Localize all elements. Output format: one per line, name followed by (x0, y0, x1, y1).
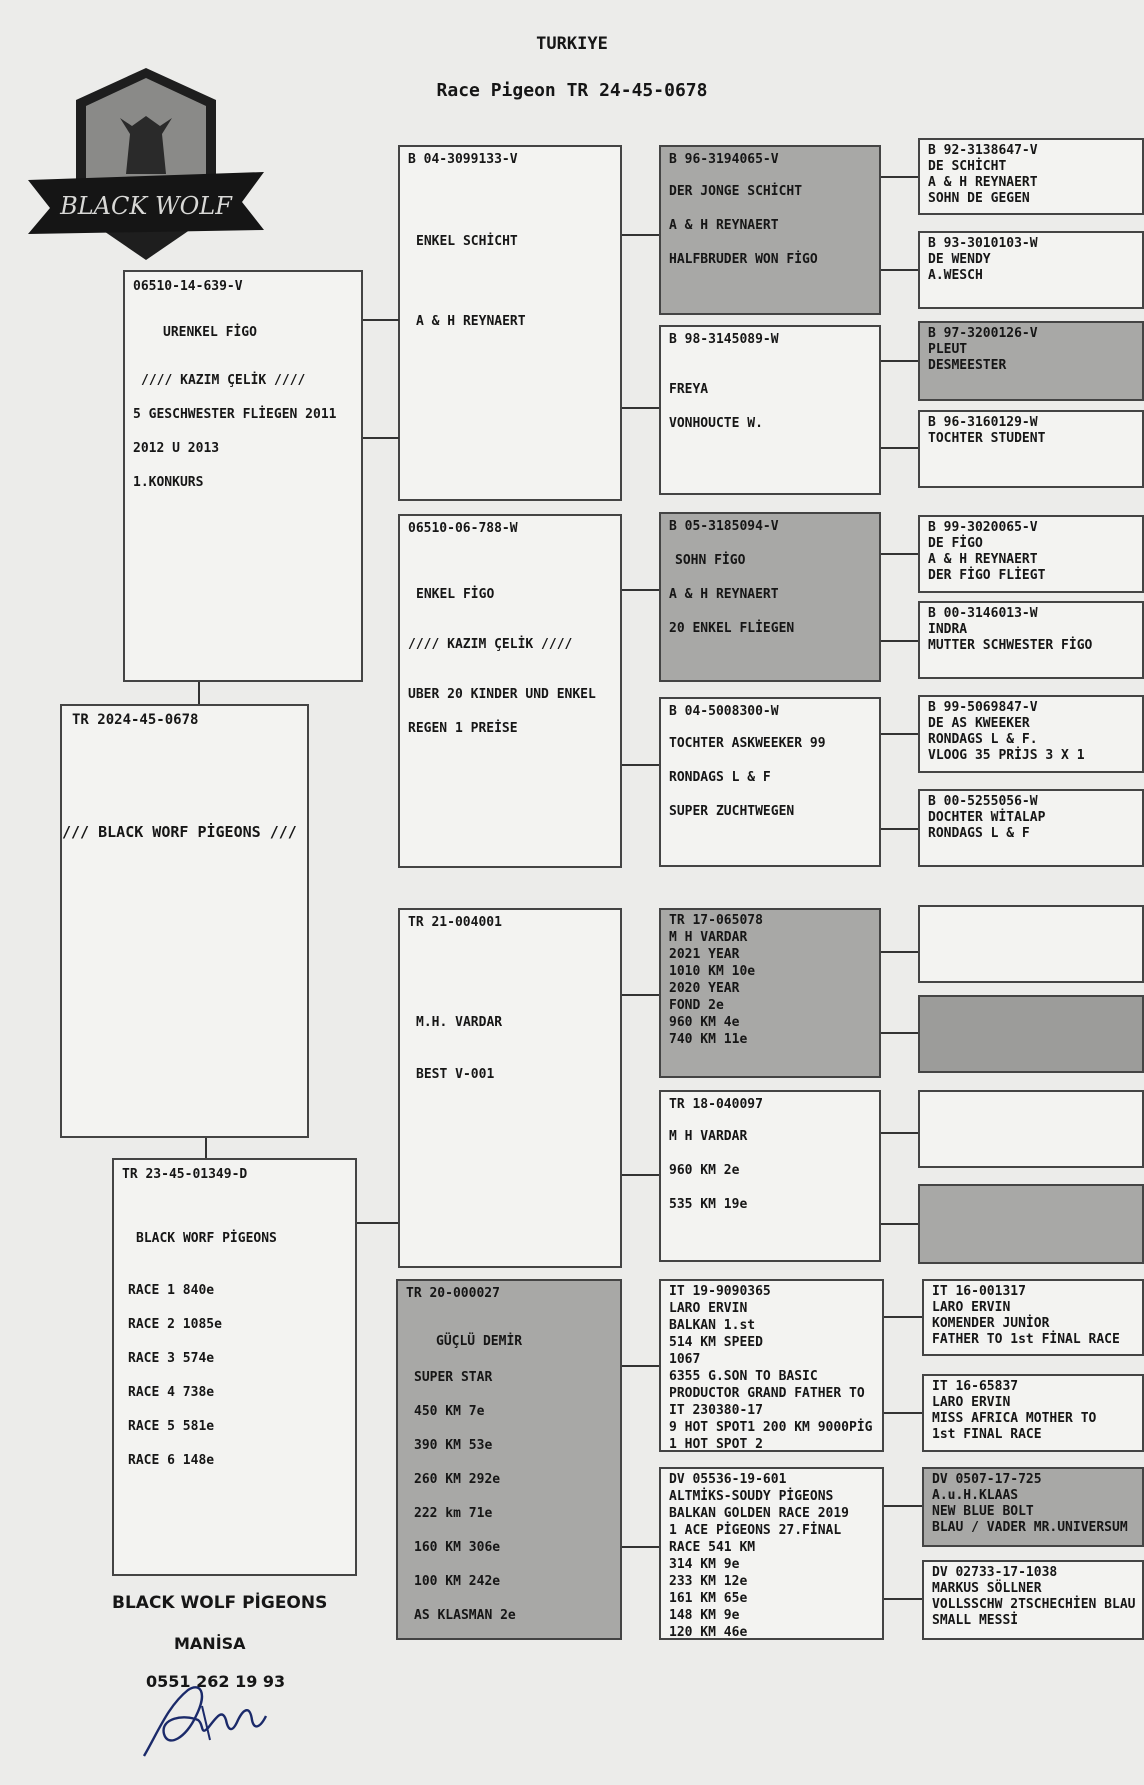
ring-number: 06510-06-788-W (408, 521, 518, 536)
connector-line (881, 1032, 918, 1034)
gen3-box-5 (659, 908, 881, 1078)
gen4-box-8 (918, 789, 1144, 867)
connector-line (881, 269, 918, 271)
gen3-box-6 (659, 1090, 881, 1262)
connector-line (881, 828, 918, 830)
pedigree-line: RACE 1 840e (128, 1283, 215, 1298)
pedigree-line: A.WESCH (928, 268, 983, 283)
pedigree-line: 450 KM 7e (414, 1404, 485, 1419)
ring-number: TR 2024-45-0678 (72, 712, 199, 728)
connector-line (881, 640, 918, 642)
pedigree-line: LARO ERVIN (669, 1301, 748, 1316)
pedigree-line: 2021 YEAR (669, 947, 740, 962)
connector-line (363, 319, 399, 321)
gen2-box-4 (396, 1279, 622, 1640)
pedigree-line: 6355 G.SON TO BASIC (669, 1369, 818, 1384)
gen3-box-4 (659, 697, 881, 867)
pedigree-line: BLAU / VADER MR.UNIVERSUM (932, 1520, 1128, 1535)
gen4-box-6 (918, 601, 1144, 679)
pedigree-line: SUPER ZUCHTWEGEN (669, 804, 795, 819)
connector-line (622, 589, 659, 591)
pedigree-line: A & H REYNAERT (669, 587, 779, 602)
sire-box (123, 270, 363, 682)
pedigree-line: RACE 3 574e (128, 1351, 215, 1366)
pedigree-line: IT 230380-17 (669, 1403, 763, 1418)
connector-line (884, 1316, 922, 1318)
pedigree-line: 148 KM 9e (669, 1608, 740, 1623)
subject-box (60, 704, 309, 1138)
connector-line (881, 733, 918, 735)
pedigree-line: /// BLACK WORF PİGEONS /// (62, 823, 297, 841)
pedigree-line: RACE 6 148e (128, 1453, 215, 1468)
pedigree-line: //// KAZIM ÇELİK //// (141, 373, 306, 388)
gen3-box-3 (659, 512, 881, 682)
pedigree-line: BLACK WORF PİGEONS (136, 1231, 277, 1246)
pedigree-line: A & H REYNAERT (416, 314, 526, 329)
pedigree-line: 960 KM 2e (669, 1163, 740, 1178)
pedigree-line: RACE 541 KM (669, 1540, 756, 1555)
ring-number: IT 16-001317 (932, 1284, 1026, 1299)
pedigree-line: LARO ERVIN (932, 1395, 1011, 1410)
pedigree-line: 1 ACE PİGEONS 27.FİNAL (669, 1523, 842, 1538)
pedigree-line: 960 KM 4e (669, 1015, 740, 1030)
pedigree-line: DOCHTER WİTALAP (928, 810, 1046, 825)
pedigree-line: URENKEL FİGO (163, 325, 257, 340)
pedigree-line: DE WENDY (928, 252, 991, 267)
connector-line (884, 1598, 922, 1600)
connector-line (881, 553, 918, 555)
pedigree-line: RACE 4 738e (128, 1385, 215, 1400)
gen4-box-4 (918, 410, 1144, 488)
ring-number: DV 0507-17-725 (932, 1472, 1042, 1487)
pedigree-line: 2020 YEAR (669, 981, 740, 996)
gen4-box-16 (922, 1560, 1144, 1640)
ring-number: TR 17-065078 (669, 913, 763, 928)
pedigree-line: 514 KM SPEED (669, 1335, 763, 1350)
pedigree-line: VLOOG 35 PRİJS 3 X 1 (928, 748, 1085, 763)
gen4-box-9 (918, 905, 1144, 983)
pedigree-line: PRODUCTOR GRAND FATHER TO (669, 1386, 865, 1401)
pedigree-line: REGEN 1 PREİSE (408, 721, 518, 736)
connector-line (363, 437, 399, 439)
connector-line (884, 1412, 922, 1414)
connector-line (622, 1174, 659, 1176)
phone-number: 0551 262 19 93 (146, 1672, 286, 1691)
ring-number: B 96-3194065-V (669, 152, 779, 167)
pedigree-line: 390 KM 53e (414, 1438, 493, 1453)
connector-line (622, 764, 659, 766)
ring-number: TR 21-004001 (408, 915, 502, 930)
pedigree-line: SUPER STAR (414, 1370, 493, 1385)
pedigree-line: 9 HOT SPOT1 200 KM 9000PİG (669, 1420, 873, 1435)
pedigree-line: M.H. VARDAR (416, 1015, 503, 1030)
gen2-box-1 (398, 145, 622, 501)
pedigree-line: ALTMİKS-SOUDY PİGEONS (669, 1489, 834, 1504)
pedigree-line: FOND 2e (669, 998, 724, 1013)
pedigree-line: MISS AFRICA MOTHER TO (932, 1411, 1097, 1426)
pedigree-line: M H VARDAR (669, 930, 748, 945)
pedigree-line: DE SCHİCHT (928, 159, 1007, 174)
pedigree-line: FATHER TO 1st FİNAL RACE (932, 1332, 1120, 1347)
pedigree-line: PLEUT (928, 342, 968, 357)
black-wolf-logo (28, 62, 264, 262)
gen4-box-13 (922, 1279, 1144, 1356)
pedigree-line: VONHOUCTE W. (669, 416, 763, 431)
connector-line (881, 1132, 918, 1134)
connector-line (622, 1365, 659, 1367)
loft-name: BLACK WOLF PİGEONS (112, 1593, 328, 1613)
pedigree-line: SMALL MESSİ (932, 1613, 1019, 1628)
ring-number: B 98-3145089-W (669, 332, 779, 347)
connector-line (881, 1223, 918, 1225)
pedigree-line: DE AS KWEEKER (928, 716, 1030, 731)
connector-line (881, 176, 918, 178)
ring-number: B 97-3200126-V (928, 326, 1038, 341)
ring-number: B 00-3146013-W (928, 606, 1038, 621)
dam-box (112, 1158, 357, 1576)
ring-number: DV 05536-19-601 (669, 1472, 787, 1487)
pedigree-line: BALKAN GOLDEN RACE 2019 (669, 1506, 850, 1521)
pedigree-line: MUTTER SCHWESTER FİGO (928, 638, 1093, 653)
gen4-box-2 (918, 231, 1144, 309)
gen4-box-1 (918, 138, 1144, 215)
pedigree-line: 535 KM 19e (669, 1197, 748, 1212)
ring-number: B 05-3185094-V (669, 519, 779, 534)
ring-number: IT 16-65837 (932, 1379, 1019, 1394)
connector-line (622, 234, 659, 236)
ring-number: TR 23-45-01349-D (122, 1167, 248, 1182)
pedigree-line: 1067 (669, 1352, 701, 1367)
pedigree-line: MARKUS SÖLLNER (932, 1581, 1042, 1596)
ring-number: B 00-5255056-W (928, 794, 1038, 809)
connector-line (881, 360, 918, 362)
ring-number: B 99-5069847-V (928, 700, 1038, 715)
pedigree-line: AS KLASMAN 2e (414, 1608, 516, 1623)
pedigree-line: BALKAN 1.st (669, 1318, 756, 1333)
gen3-box-8 (659, 1467, 884, 1640)
pedigree-line: A & H REYNAERT (928, 175, 1038, 190)
pedigree-line: RACE 5 581e (128, 1419, 215, 1434)
pedigree-line: A & H REYNAERT (669, 218, 779, 233)
connector-line (881, 951, 918, 953)
connector-line (205, 1138, 207, 1158)
pedigree-line: //// KAZIM ÇELİK //// (408, 637, 573, 652)
pedigree-line: 233 KM 12e (669, 1574, 748, 1589)
pedigree-line: ENKEL SCHİCHT (416, 234, 518, 249)
pedigree-line: INDRA (928, 622, 968, 637)
gen3-box-1 (659, 145, 881, 315)
pedigree-line: A & H REYNAERT (928, 552, 1038, 567)
pedigree-line: 20 ENKEL FLİEGEN (669, 621, 795, 636)
gen4-box-3 (918, 321, 1144, 401)
pedigree-line: KOMENDER JUNİOR (932, 1316, 1050, 1331)
gen4-box-15 (922, 1467, 1144, 1547)
pedigree-line: TOCHTER ASKWEEKER 99 (669, 736, 826, 751)
pedigree-line: DE FİGO (928, 536, 983, 551)
gen4-box-10 (918, 995, 1144, 1073)
pedigree-line: VOLLSSCHW 2TSCHECHİEN BLAU (932, 1597, 1136, 1612)
pedigree-line: 740 KM 11e (669, 1032, 748, 1047)
ring-number: DV 02733-17-1038 (932, 1565, 1058, 1580)
gen4-box-14 (922, 1374, 1144, 1452)
pedigree-line: GÜÇLÜ DEMİR (436, 1334, 523, 1349)
ring-number: TR 18-040097 (669, 1097, 763, 1112)
pedigree-line: M H VARDAR (669, 1129, 748, 1144)
pedigree-line: 5 GESCHWESTER FLİEGEN 2011 (133, 407, 337, 422)
pedigree-line: 1st FINAL RACE (932, 1427, 1042, 1442)
pedigree-line: 260 KM 292e (414, 1472, 501, 1487)
pedigree-line: NEW BLUE BOLT (932, 1504, 1034, 1519)
pedigree-line: 314 KM 9e (669, 1557, 740, 1572)
pedigree-line: 100 KM 242e (414, 1574, 501, 1589)
pedigree-line: 2012 U 2013 (133, 441, 220, 456)
gen4-box-12 (918, 1184, 1144, 1264)
ring-number: B 92-3138647-V (928, 143, 1038, 158)
pedigree-line: ENKEL FİGO (416, 587, 495, 602)
pedigree-line: A.u.H.KLAAS (932, 1488, 1019, 1503)
gen4-box-7 (918, 695, 1144, 773)
pedigree-line: 1.KONKURS (133, 475, 204, 490)
pedigree-line: DESMEESTER (928, 358, 1007, 373)
pedigree-line: SOHN FİGO (675, 553, 746, 568)
pedigree-line: RONDAGS L & F (669, 770, 771, 785)
connector-line (198, 682, 200, 704)
ring-number: B 99-3020065-V (928, 520, 1038, 535)
pedigree-line: 120 KM 46e (669, 1625, 748, 1640)
page-title: Race Pigeon TR 24-45-0678 (436, 80, 708, 101)
ring-number: 06510-14-639-V (133, 279, 243, 294)
pedigree-line: RONDAGS L & F (928, 826, 1030, 841)
connector-line (622, 1546, 659, 1548)
pedigree-line: BEST V-001 (416, 1067, 495, 1082)
gen4-box-5 (918, 515, 1144, 593)
pedigree-line: DER FİGO FLİEGT (928, 568, 1046, 583)
connector-line (884, 1505, 922, 1507)
pedigree-line: HALFBRUDER WON FİGO (669, 252, 818, 267)
pedigree-line: 1 HOT SPOT 2 (669, 1437, 763, 1452)
pedigree-line: FREYA (669, 382, 709, 397)
pedigree-line: RACE 2 1085e (128, 1317, 222, 1332)
ring-number: B 93-3010103-W (928, 236, 1038, 251)
signature (138, 1676, 288, 1764)
pedigree-line: RONDAGS L & F. (928, 732, 1038, 747)
connector-line (622, 994, 659, 996)
logo-text: BLACK WOLF (60, 192, 232, 220)
gen4-box-11 (918, 1090, 1144, 1168)
ring-number: TR 20-000027 (406, 1286, 500, 1301)
pedigree-line: LARO ERVIN (932, 1300, 1011, 1315)
pedigree-line: DER JONGE SCHİCHT (669, 184, 803, 199)
gen2-box-3 (398, 908, 622, 1268)
pedigree-line: UBER 20 KINDER UND ENKEL (408, 687, 596, 702)
pedigree-line: TOCHTER STUDENT (928, 431, 1046, 446)
ring-number: B 04-3099133-V (408, 152, 518, 167)
country-title: TURKIYE (536, 34, 608, 54)
connector-line (622, 407, 659, 409)
pedigree-line: SOHN DE GEGEN (928, 191, 1030, 206)
gen3-box-7 (659, 1279, 884, 1452)
ring-number: IT 19-9090365 (669, 1284, 771, 1299)
pedigree-line: 1010 KM 10e (669, 964, 756, 979)
ring-number: B 04-5008300-W (669, 704, 779, 719)
gen3-box-2 (659, 325, 881, 495)
gen2-box-2 (398, 514, 622, 868)
connector-line (357, 1222, 398, 1224)
pedigree-line: 161 KM 65e (669, 1591, 748, 1606)
pedigree-line: 222 km 71e (414, 1506, 493, 1521)
connector-line (881, 447, 918, 449)
city-name: MANİSA (174, 1634, 246, 1653)
ring-number: B 96-3160129-W (928, 415, 1038, 430)
pedigree-line: 160 KM 306e (414, 1540, 501, 1555)
